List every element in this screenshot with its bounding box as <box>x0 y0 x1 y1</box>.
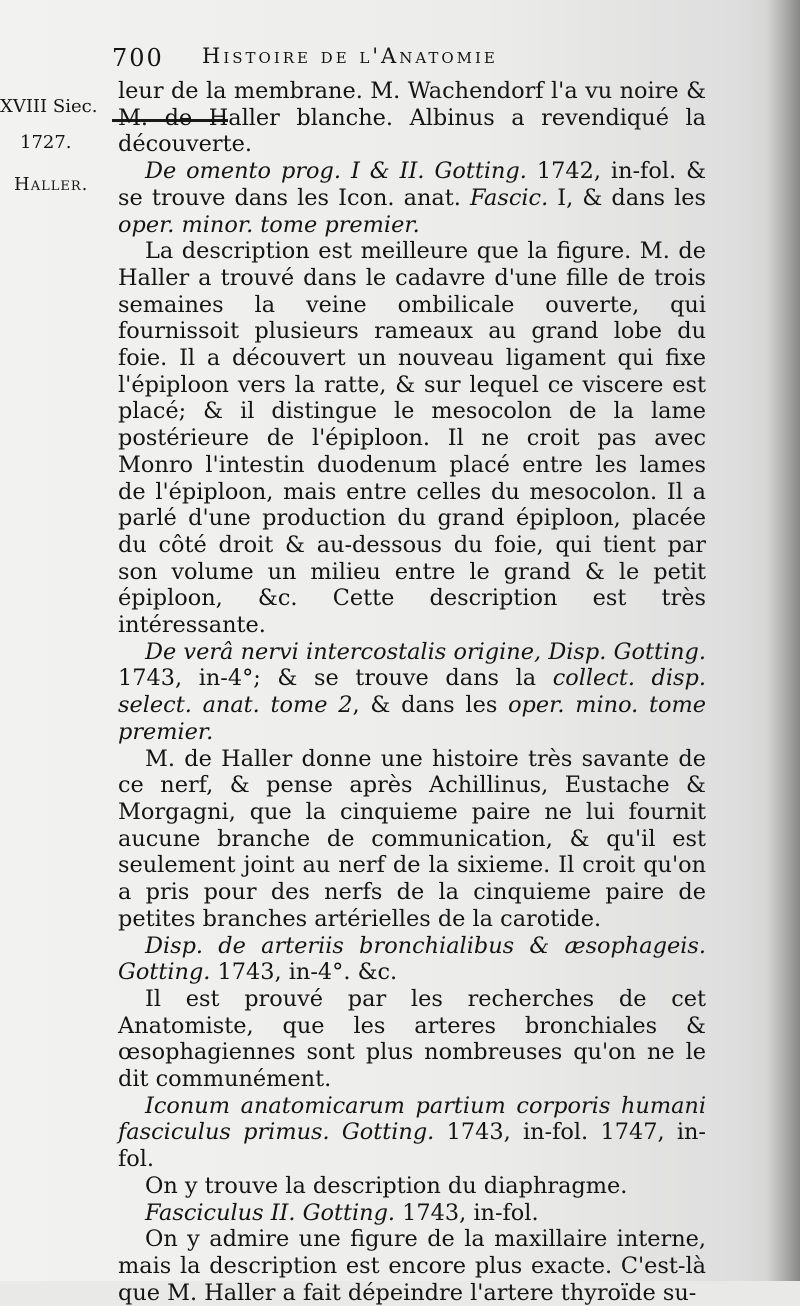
bibliographic-entry <box>118 933 706 986</box>
entry-segment: oper. minor. tome premier. <box>118 211 420 238</box>
bibliographic-entry <box>118 158 706 238</box>
entry-segment: oper. mino. tome premier. <box>118 692 706 745</box>
continuation-paragraph: leur de la membrane. M. Wachendorf l'a vu noire & M. de Haller blanche. Albinus a revendiqué la découverte. <box>118 78 706 158</box>
page-number: 700 <box>112 44 164 72</box>
entry-segment: 1743, in-fol. 1747, in-fol. <box>118 1119 706 1173</box>
margin-year: 1727. <box>20 132 72 153</box>
entry-segment: Iconum anatomicarum partium corporis humani fasciculus primus. Gotting. <box>118 1092 706 1146</box>
binding-shadow <box>766 0 800 1281</box>
entry-segment: 1743, in-4°. &c. <box>210 959 398 986</box>
entry-segment: 1743, in-fol. <box>395 1199 539 1226</box>
bibliographic-entry <box>118 639 706 746</box>
text-column <box>118 78 706 1306</box>
body-paragraph: On y admire une figure de la maxillaire interne, mais la description est encore plus exacte. C'est-là que M. Haller a fait dépeindre l'artere thyroïde su- <box>118 1226 706 1306</box>
entry-segment: Disp. de arteriis bronchialibus & æsophageis. Gotting. <box>118 932 706 986</box>
entry-segment: I, & dans les <box>548 184 706 211</box>
running-title: Histoire de l'Anatomie <box>202 44 498 68</box>
bibliographic-entry <box>118 1093 706 1173</box>
entry-segment: Fasciculus II. Gotting. <box>145 1199 396 1226</box>
entry-segment: , & dans les <box>352 692 509 719</box>
entry-segment: 1743, in-4°; & se trouve dans la <box>118 665 553 692</box>
body-paragraph: La description est meilleure que la figure. M. de Haller a trouvé dans le cadavre d'une fille de trois semaines la veine ombilicale ouverte, qui fournissoit plusieurs rameaux au grand lobe du foie. Il a découvert un nouveau ligament qui fixe l'épiploon vers la ratte, & sur lequel ce viscere est placé; & il distingue le mesocolon de la lame postérieure de l'épiploon. Il ne croit pas avec Monro l'intestin duodenum placé entre les lames de l'épiploon, mais entre celles du mesocolon. Il a parlé d'une production du grand épiploon, placée du côté droit & au-dessous du foie, qui tient par son volume un milieu entre le grand & le petit épiploon, &c. Cette description est très intéressante. <box>118 238 706 639</box>
running-head <box>112 40 712 80</box>
body-paragraph: Il est prouvé par les recherches de cet Anatomiste, que les arteres bronchiales & œsophagiennes sont plus nombreuses qu'on ne le dit communément. <box>118 985 706 1093</box>
body-paragraph: On y trouve la description du diaphragme. <box>145 1172 628 1199</box>
entry-segment: collect. disp. select. anat. tome 2 <box>118 665 706 719</box>
body-paragraph: M. de Haller donne une histoire très savante de ce nerf, & pense après Achillinus, Eustache & Morgagni, que la cinquieme paire ne lui fournit aucune branche de communication, & qu'il est seulement joint au nerf de la sixieme. Il croit qu'on a pris pour des nerfs de la cinquieme paire de petites branches artérielles de la carotide. <box>118 745 706 932</box>
margin-author: Haller. <box>14 174 89 195</box>
bibliographic-entry <box>118 1200 706 1227</box>
entry-segment: De verâ nervi intercostalis origine, Disp. Gotting. <box>145 638 706 665</box>
entry-segment: Fascic. <box>469 184 549 211</box>
entry-segment: 1742, in-fol. & se trouve dans les Icon. anat. <box>118 158 707 211</box>
entry-segment: De omento prog. I & II. Gotting. <box>145 158 527 185</box>
margin-century: XVIII Siec. <box>0 96 98 117</box>
